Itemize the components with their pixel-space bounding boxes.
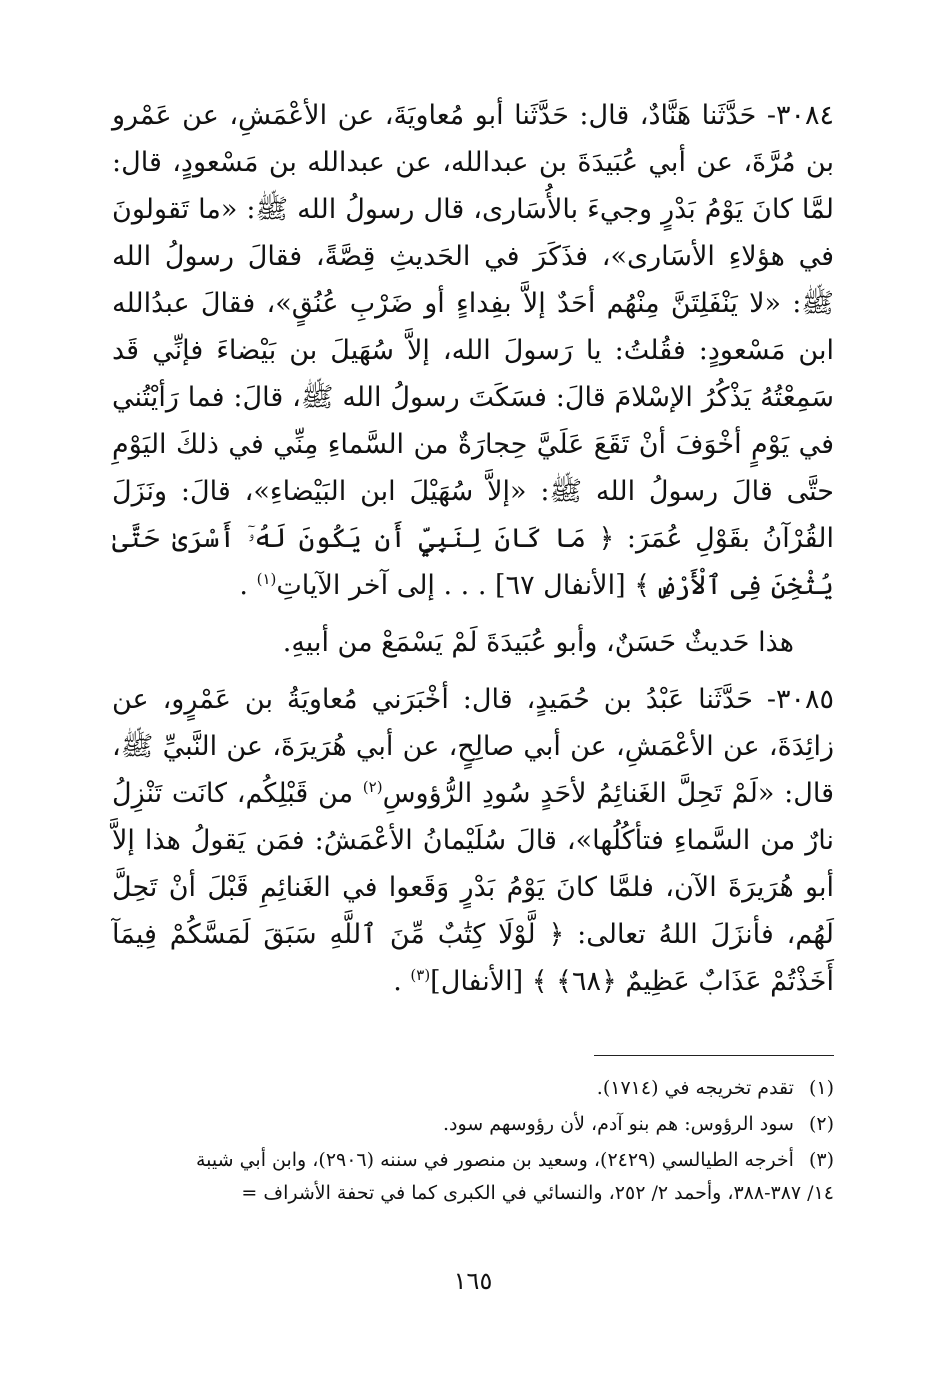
footnote-text-continued: ١٤/ ٣٨٧-٣٨٨، وأحمد ٢/ ٢٥٢، والنسائي في الكبرى كما في تحفة الأشراف = bbox=[241, 1182, 834, 1204]
quran-verse-anfal-68: ﴿ لَّوْلَا كِتَٰبٌ مِّنَ ٱللَّهِ سَبَقَ لَمَسَّكُمْ فِيمَآ أَخَذْتُمْ عَذَابٌ عَظِيمٌ ﴿٦٨﴾ ﴾ bbox=[112, 919, 834, 997]
footnote-marker-1: (١) bbox=[256, 570, 277, 588]
hadith-3085-middle: من قَبْلِكُم، كانَت تَنْزِلُ نارٌ من السَّماءِ فتأكُلُها»، قالَ سُلَيْمانُ الأعْمَشُ: فمَن يَقولُ هذا إلاَّ أبو هُرَيرَةَ الآن، فلمَّا كانَ يَوْمُ بَدْرٍ وَقَعوا في الغَنائِمِ قَبْلَ أنْ تَحِلَّ لَهُم، فأنزَلَ اللهُ تعالى: bbox=[112, 778, 834, 950]
footnote-text: تقدم تخريجه في (١٧١٤). bbox=[596, 1077, 794, 1099]
hadith-3084-tail: . . . إلى آخر الآياتِ bbox=[276, 570, 487, 601]
book-page bbox=[112, 92, 834, 1332]
hadith-3085-text: ٣٠٨٥- حَدَّثَنا عَبْدُ بن حُمَيدٍ، قال: أخْبَرَني مُعاويَةُ بن عَمْرٍو، عن زائِدَةَ، عن الأعْمَشِ، عن أبي صالِحٍ، عن أبي هُرَيرَةَ، عن النَّبيِّ ﷺ، قال: «لَمْ تَحِلَّ الغَنائِمُ لأحَدٍ سُودِ الرُّؤوسِ bbox=[112, 684, 834, 809]
footnote-marker-3: (٣) bbox=[410, 966, 431, 984]
footnote-number: (١) bbox=[808, 1077, 834, 1099]
page-number: ١٦٥ bbox=[453, 1267, 493, 1295]
footnote-divider bbox=[594, 1055, 834, 1056]
footnote-text: أخرجه الطيالسي (٢٤٢٩)، وسعيد بن منصور في سننه (٢٩٠٦)، وابن أبي شيبة bbox=[195, 1149, 794, 1171]
footnote-number: (٣) bbox=[808, 1149, 834, 1171]
verse-reference: [الأنفال] bbox=[430, 966, 524, 997]
footnote-text: سود الرؤوس: هم بنو آدم، لأن رؤوسهم سود. bbox=[442, 1113, 794, 1135]
footnote-marker-2: (٢) bbox=[362, 778, 383, 796]
quran-verse-anfal-67: ﴿ مَا كَانَ لِنَبِيٍّ أَن يَكُونَ لَهُۥٓ أَسْرَىٰ حَتَّىٰ يُثْخِنَ فِى ٱلْأَرْضِ ﴾ bbox=[112, 523, 834, 601]
hadith-3084 bbox=[112, 92, 834, 609]
verse-reference: [الأنفال ٦٧] bbox=[495, 570, 626, 601]
hadith-3084-end: . bbox=[239, 570, 248, 601]
hadith-3085-end: . bbox=[393, 966, 402, 997]
footnote-number: (٢) bbox=[808, 1113, 834, 1135]
hadith-3084-text: ٣٠٨٤- حَدَّثَنا هَنَّادٌ، قال: حَدَّثَنا أبو مُعاويَةَ، عن الأعْمَشِ، عن عَمْرو بن مُرَّةَ، عن أبي عُبَيدَةَ بن عبدالله، عن عبدالله بن مَسْعودٍ، قال: لمَّا كانَ يَوْمُ بَدْرٍ وجيءَ بالأُسَارى، قال رسولُ الله ﷺ: «ما تَقولونَ في هؤلاءِ الأسَارى»، فذَكَرَ في الحَديثِ قِصَّةً، فقالَ رسولُ الله ﷺ: «لا يَنْفَلِتَنَّ مِنْهُم أحَدٌ إلاَّ بفِداءٍ أو ضَرْبِ عُنُقٍ»، فقالَ عبدُالله ابن مَسْعودٍ: فقُلتُ: يا رَسولَ الله، إلاَّ سُهَيلَ بن بَيْضاءَ فإنِّي قَد سَمِعْتُهُ يَذْكُرُ الإسْلامَ قالَ: فسَكَتَ رسولُ الله ﷺ، قالَ: فما رَأيْتُني في يَوْمٍ أخْوَفَ أنْ تَقَعَ عَلَيَّ حِجارَةٌ من السَّماءِ مِنِّي في ذلكَ اليَوْمِ حتَّى قالَ رسولُ الله ﷺ: «إلاَّ سُهَيْلَ ابن البَيْضاءِ»، قالَ: ونَزَلَ القُرْآنُ بقَوْلِ عُمَرَ: bbox=[112, 100, 834, 554]
footnote-2 bbox=[112, 1108, 834, 1141]
footnote-1 bbox=[112, 1072, 834, 1105]
footnote-3 bbox=[112, 1144, 834, 1210]
footnotes bbox=[112, 1072, 834, 1213]
hadith-3085 bbox=[112, 676, 834, 1005]
hadith-3084-grade: هذا حَديثٌ حَسَنٌ، وأبو عُبَيدَةَ لَمْ يَسْمَعْ من أبيهِ. bbox=[282, 627, 794, 658]
